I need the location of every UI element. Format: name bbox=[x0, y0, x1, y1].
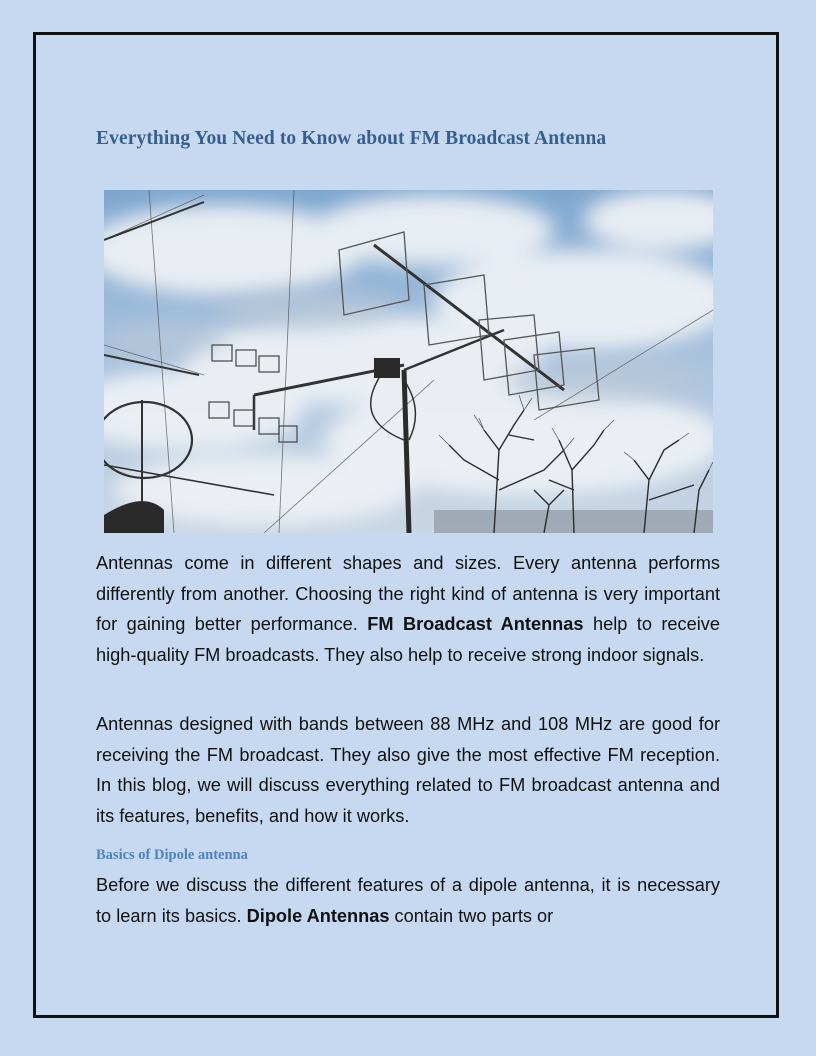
fm-antenna-photo bbox=[104, 190, 713, 533]
section-heading: Basics of Dipole antenna bbox=[96, 847, 248, 863]
page-title: Everything You Need to Know about FM Broadcast Antenna bbox=[96, 128, 607, 149]
intro-paragraph: Antennas come in different shapes and sizes. Every antenna performs differently from another. Choosing the right kind of antenna is very important for gaining better performance. FM Broadcast Antennas help to receive high-quality FM broadcasts. They also help to receive strong indoor signals. bbox=[96, 553, 720, 665]
bands-paragraph: Antennas designed with bands between 88 MHz and 108 MHz are good for receiving the FM broadcast. They also give the most effective FM reception. In this blog, we will discuss everything related to FM broadcast antenna and its features, benefits, and how it works. bbox=[96, 714, 720, 826]
dipole-paragraph: Before we discuss the different features of a dipole antenna, it is necessary to learn its basics. Dipole Antennas contain two parts or bbox=[96, 875, 720, 926]
fm-broadcast-antennas-link-text: FM Broadcast Antennas bbox=[367, 614, 584, 634]
dipole-antennas-link-text: Dipole Antennas bbox=[246, 905, 390, 926]
